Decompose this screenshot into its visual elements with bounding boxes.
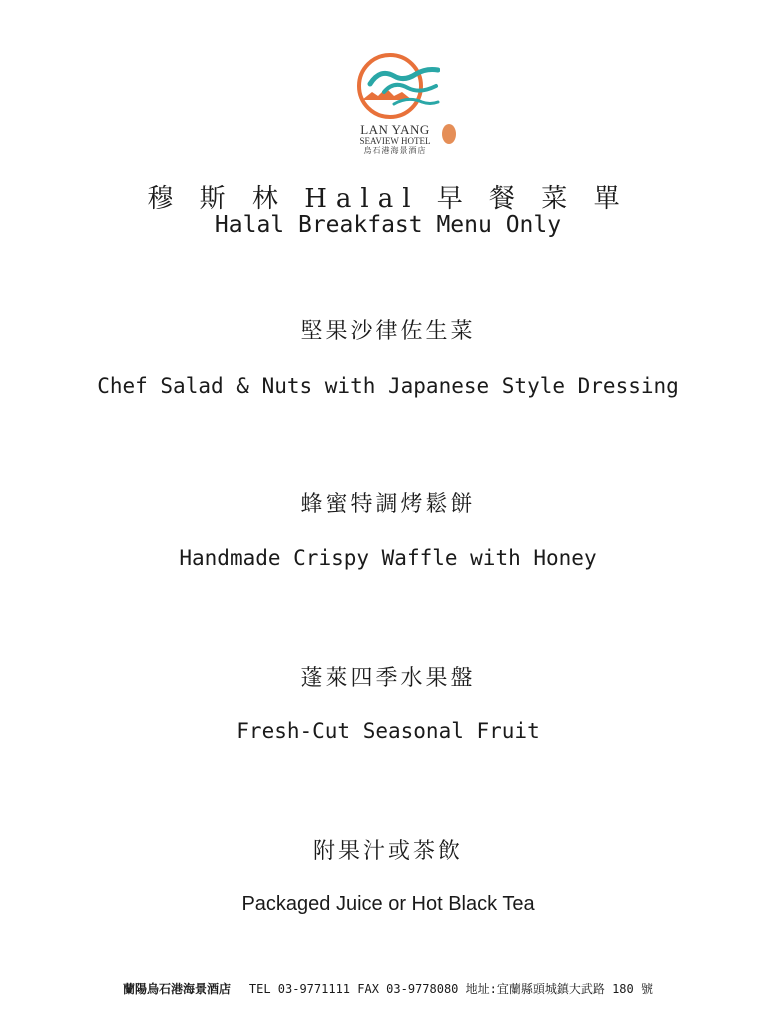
menu-item-3-chinese: 蓬萊四季水果盤 — [300, 666, 476, 691]
menu-item-4-chinese: 附果汁或茶飲 — [312, 839, 463, 864]
brand-chinese-name: 烏石港海景酒店 — [363, 146, 427, 155]
menu-item-1-chinese: 堅果沙律佐生菜 — [300, 319, 476, 344]
menu-item-4-english: Packaged Juice or Hot Black Tea — [241, 893, 535, 915]
brand-subtitle: SEAVIEW HOTEL — [359, 136, 431, 146]
hotel-logo-emblem-icon — [350, 50, 440, 122]
seal-icon — [442, 124, 456, 144]
menu-title-english: Halal Breakfast Menu Only — [214, 212, 562, 238]
brand-name: LAN YANG — [360, 122, 430, 137]
hotel-logo — [330, 50, 460, 165]
menu-item-2-english: Handmade Crispy Waffle with Honey — [179, 546, 597, 570]
footer-hotel-name: 蘭陽烏石港海景酒店 — [123, 982, 232, 996]
footer — [0, 980, 776, 997]
menu-item-2-chinese: 蜂蜜特調烤鬆餅 — [300, 492, 476, 517]
menu-item-1-english: Chef Salad & Nuts with Japanese Style Dressing — [97, 374, 679, 398]
menu-title-chinese: 穆 斯 林 Halal 早 餐 菜 單 — [147, 184, 629, 214]
footer-contact-info: TEL 03-9771111 FAX 03-9778080 地址:宜蘭縣頭城鎮大武路 180 號 — [248, 982, 653, 996]
menu-item-3-english: Fresh-Cut Seasonal Fruit — [236, 719, 540, 743]
